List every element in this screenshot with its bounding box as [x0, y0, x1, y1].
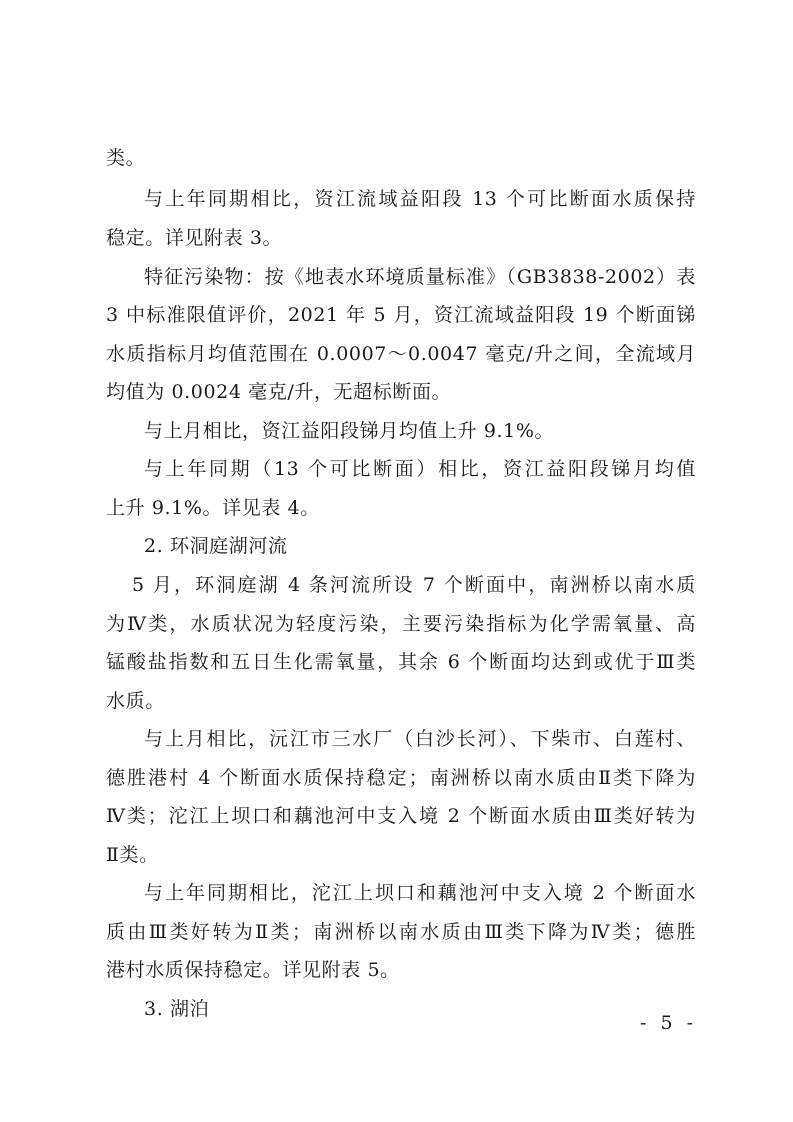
paragraph-line: 质由Ⅲ类好转为Ⅱ类；南洲桥以南水质由Ⅲ类下降为Ⅳ类；德胜: [106, 921, 696, 943]
paragraph-line: 与上年同期（13 个可比断面）相比，资江益阳段锑月均值: [144, 458, 696, 480]
paragraph-line: 水质。: [106, 690, 165, 712]
paragraph-line: 上升 9.1%。详见表 4。: [106, 497, 320, 519]
paragraph-line: 锰酸盐指数和五日生化需氧量，其余 6 个断面均达到或优于Ⅲ类: [106, 651, 696, 673]
paragraph-line: 水质指标月均值范围在 0.0007～0.0047 毫克/升之间，全流域月: [106, 343, 696, 365]
paragraph-line: 稳定。详见附表 3。: [106, 227, 283, 249]
paragraph-line: 与上年同期相比，沱江上坝口和藕池河中支入境 2 个断面水: [144, 882, 696, 904]
paragraph-line: 港村水质保持稳定。详见附表 5。: [106, 959, 400, 981]
section-heading: 3. 湖泊: [144, 998, 210, 1020]
paragraph-line: 与上年同期相比，资江流域益阳段 13 个可比断面水质保持: [144, 188, 696, 210]
paragraph-line: 3 中标准限值评价，2021 年 5 月，资江流域益阳段 19 个断面锑: [106, 304, 696, 326]
paragraph-line: 为Ⅳ类，水质状况为轻度污染，主要污染指标为化学需氧量、高: [106, 613, 696, 635]
paragraph-line: Ⅳ类；沱江上坝口和藕池河中支入境 2 个断面水质由Ⅲ类好转为: [106, 805, 696, 827]
paragraph-line: 特征污染物：按《地表水环境质量标准》（GB3838-2002）表: [144, 266, 696, 288]
page-number: - 5 -: [639, 1012, 697, 1034]
paragraph-line: 与上月相比，沅江市三水厂（白沙长河）、下柴市、白莲村、: [144, 728, 696, 750]
paragraph-line: 类。: [106, 147, 146, 169]
paragraph-line: 德胜港村 4 个断面水质保持稳定；南洲桥以南水质由Ⅱ类下降为: [106, 767, 696, 789]
paragraph-line: 5 月，环洞庭湖 4 条河流所设 7 个断面中，南洲桥以南水质: [132, 574, 696, 596]
paragraph-line: Ⅱ类。: [106, 844, 159, 866]
section-heading: 2. 环洞庭湖河流: [144, 535, 288, 557]
paragraph-line: 与上月相比，资江益阳段锑月均值上升 9.1%。: [144, 420, 555, 442]
paragraph-line: 均值为 0.0024 毫克/升，无超标断面。: [106, 381, 452, 403]
